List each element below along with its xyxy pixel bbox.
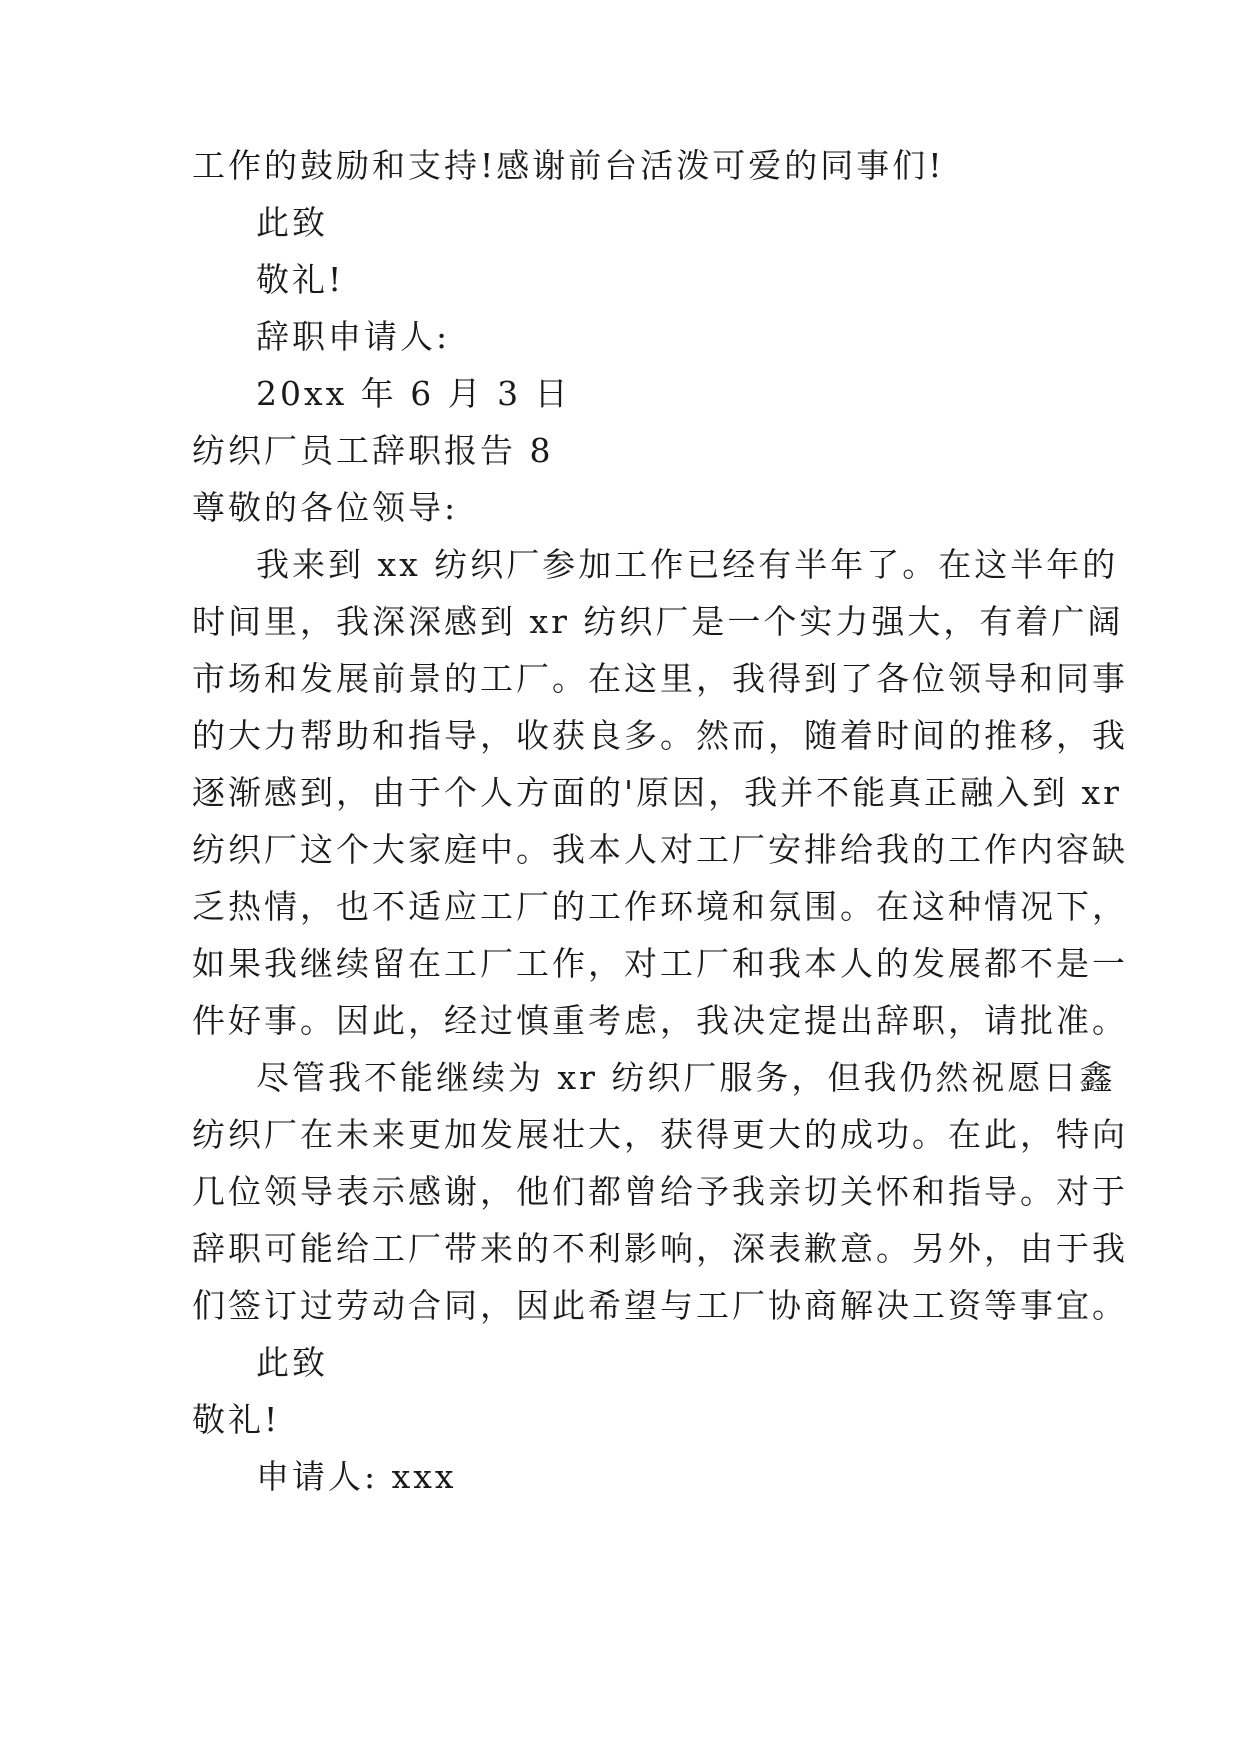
paragraph-line: 逐渐感到，由于个人方面的'原因，我并不能真正融入到 xr — [192, 773, 1122, 812]
text-line: 工作的鼓励和支持!感谢前台活泼可爱的同事们! — [192, 146, 945, 185]
text-line-salutation: 敬礼! — [256, 260, 345, 299]
text-line-date: 20xx 年 6 月 3 日 — [256, 374, 571, 413]
text-line-applicant: 申请人: xxx — [256, 1457, 457, 1496]
text-line-closing: 此致 — [256, 203, 328, 242]
paragraph-line: 几位领导表示感谢，他们都曾给予我亲切关怀和指导。对于 — [192, 1172, 1128, 1211]
paragraph-line: 尽管我不能继续为 xr 纺织厂服务，但我仍然祝愿日鑫 — [256, 1058, 1116, 1097]
section-title: 纺织厂员工辞职报告 8 — [192, 431, 554, 470]
paragraph-line: 件好事。因此，经过慎重考虑，我决定提出辞职，请批准。 — [192, 1001, 1128, 1040]
paragraph-line: 纺织厂在未来更加发展壮大，获得更大的成功。在此，特向 — [192, 1115, 1128, 1154]
text-line-salutation: 敬礼! — [192, 1400, 281, 1439]
paragraph-line: 乏热情，也不适应工厂的工作环境和氛围。在这种情况下， — [192, 887, 1128, 926]
paragraph-line: 纺织厂这个大家庭中。我本人对工厂安排给我的工作内容缺 — [192, 830, 1128, 869]
paragraph-line: 市场和发展前景的工厂。在这里，我得到了各位领导和同事 — [192, 659, 1128, 698]
text-line-applicant: 辞职申请人: — [256, 317, 451, 356]
paragraph-line: 时间里，我深深感到 xr 纺织厂是一个实力强大，有着广阔 — [192, 602, 1124, 641]
paragraph-line: 辞职可能给工厂带来的不利影响，深表歉意。另外，由于我 — [192, 1229, 1128, 1268]
paragraph-line: 的大力帮助和指导，收获良多。然而，随着时间的推移，我 — [192, 716, 1128, 755]
paragraph-line: 如果我继续留在工厂工作，对工厂和我本人的发展都不是一 — [192, 944, 1128, 983]
paragraph-line: 我来到 xx 纺织厂参加工作已经有半年了。在这半年的 — [256, 545, 1119, 584]
greeting-line: 尊敬的各位领导: — [192, 488, 459, 527]
paragraph-line: 们签订过劳动合同，因此希望与工厂协商解决工资等事宜。 — [192, 1286, 1128, 1325]
text-line-closing: 此致 — [256, 1343, 328, 1382]
